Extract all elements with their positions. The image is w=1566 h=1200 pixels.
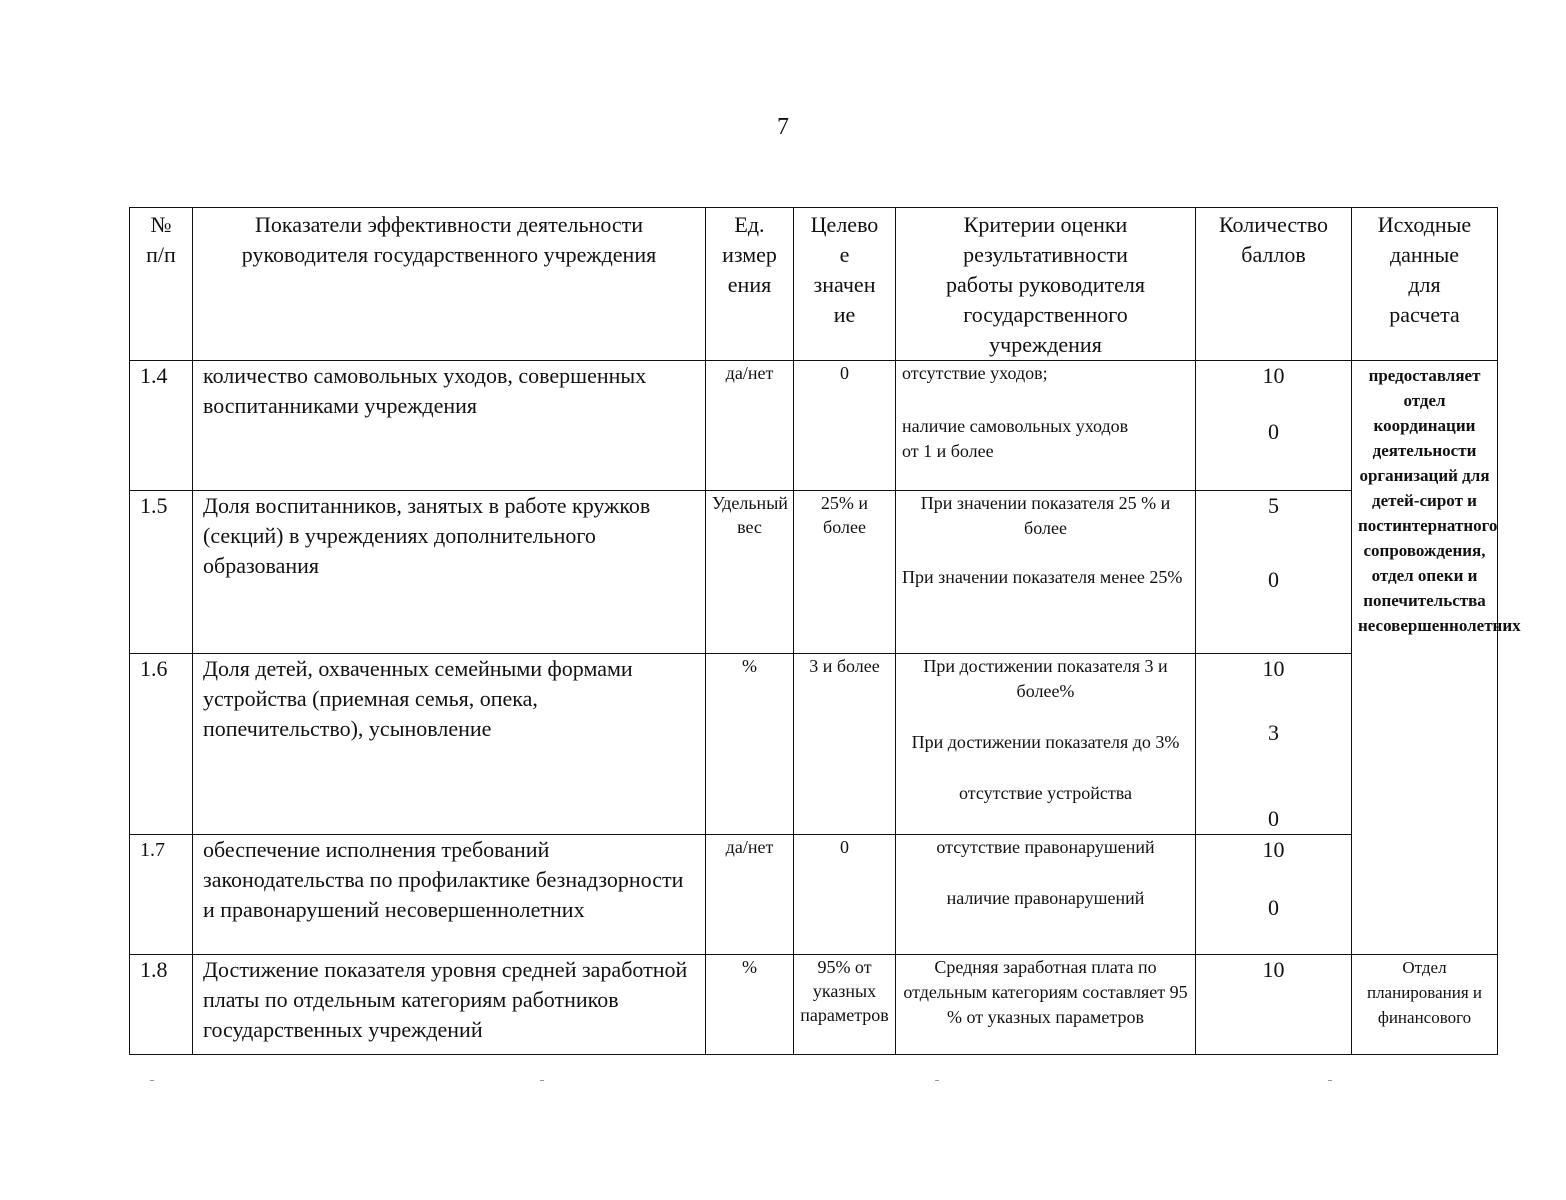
row-target: 0 xyxy=(794,835,896,955)
row-criteria: При значении показателя 25 % и более При значении показателя менее 25% xyxy=(896,491,1196,654)
header-num: № п/п xyxy=(130,208,193,361)
scan-marks xyxy=(0,1080,1550,1090)
table-row xyxy=(130,654,1498,835)
header-row xyxy=(130,208,1498,361)
table-row xyxy=(130,361,1498,491)
row-scores: 10 0 xyxy=(1196,361,1352,491)
header-source: Исходные данные для расчета xyxy=(1352,208,1498,361)
table-row xyxy=(130,955,1498,1055)
header-criteria: Критерии оценки результативности работы руководителя государственного учреждения xyxy=(896,208,1196,361)
row-criteria: При достижении показателя 3 и более% При достижении показателя до 3% отсутствие устройства xyxy=(896,654,1196,835)
row-number: 1.4 xyxy=(130,361,193,491)
row-scores: 5 0 xyxy=(1196,491,1352,654)
source-cell-last: Отдел планирования и финансового xyxy=(1352,955,1498,1055)
row-indicator: Доля детей, охваченных семейными формами устройства (приемная семья, опека, попечительство), усыновление xyxy=(193,654,706,835)
row-target: 3 и более xyxy=(794,654,896,835)
header-score: Количество баллов xyxy=(1196,208,1352,361)
row-unit: Удельный вес xyxy=(706,491,794,654)
row-criteria: отсутствие правонарушений наличие правонарушений xyxy=(896,835,1196,955)
header-unit: Ед. измер ения xyxy=(706,208,794,361)
row-number: 1.7 xyxy=(130,835,193,955)
row-number: 1.6 xyxy=(130,654,193,835)
row-scores: 10 xyxy=(1196,955,1352,1055)
row-unit: да/нет xyxy=(706,835,794,955)
row-target: 95% от указных параметров xyxy=(794,955,896,1055)
row-target: 0 xyxy=(794,361,896,491)
row-unit: да/нет xyxy=(706,361,794,491)
row-unit: % xyxy=(706,654,794,835)
row-indicator: Достижение показателя уровня средней заработной платы по отдельным категориям работников государственных учреждений xyxy=(193,955,706,1055)
row-criteria: Средняя заработная плата по отдельным категориям составляет 95 % от указных параметров xyxy=(896,955,1196,1055)
row-indicator: Доля воспитанников, занятых в работе кружков (секций) в учреждениях дополнительного образования xyxy=(193,491,706,654)
table-row xyxy=(130,835,1498,955)
row-criteria: отсутствие уходов; наличие самовольных уходов от 1 и более xyxy=(896,361,1196,491)
row-number: 1.5 xyxy=(130,491,193,654)
row-indicator: количество самовольных уходов, совершенных воспитанниками учреждения xyxy=(193,361,706,491)
page-number: 7 xyxy=(777,114,789,140)
header-indicator: Показатели эффективности деятельности руководителя государственного учреждения xyxy=(193,208,706,361)
row-target: 25% и более xyxy=(794,491,896,654)
table-row xyxy=(130,491,1498,654)
row-scores: 10 3 0 xyxy=(1196,654,1352,835)
indicator-table xyxy=(129,207,1521,1055)
header-target: Целево е значен ие xyxy=(794,208,896,361)
source-cell-merged: предоставляет отдел координации деятельности организаций для детей-сирот и постинтернатного сопровождения, отдел опеки и попечительства несовершеннолетних xyxy=(1352,361,1498,955)
row-number: 1.8 xyxy=(130,955,193,1055)
row-scores: 10 0 xyxy=(1196,835,1352,955)
row-unit: % xyxy=(706,955,794,1055)
row-indicator: обеспечение исполнения требований законодательства по профилактике безнадзорности и правонарушений несовершеннолетних xyxy=(193,835,706,955)
